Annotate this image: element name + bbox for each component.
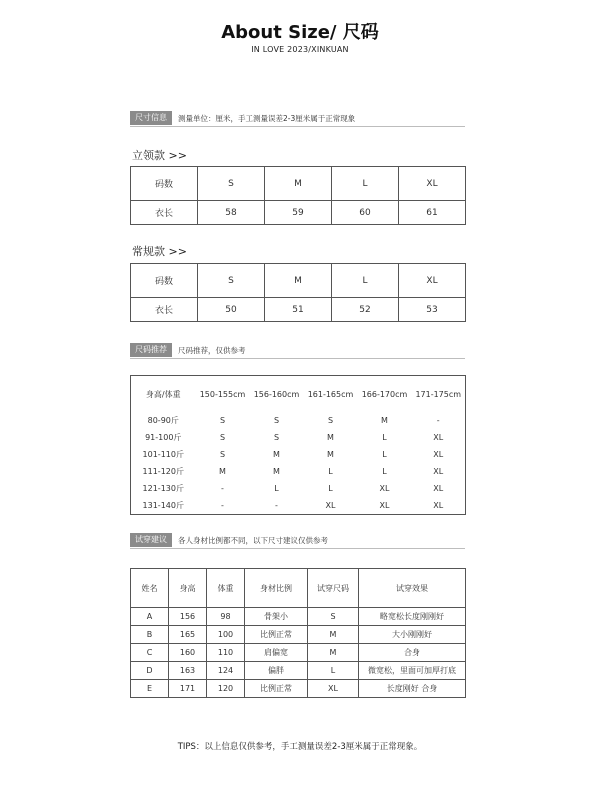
table-cell: 骨架小 <box>245 608 308 626</box>
table-cell: 衣长 <box>131 201 198 225</box>
table-cell: XL <box>399 264 466 298</box>
table-cell: 171 <box>169 680 207 698</box>
table-cell: 51 <box>265 298 332 322</box>
section-try-tag: 试穿建议 <box>130 533 172 547</box>
table-cell: S <box>198 167 265 201</box>
table-cell: M <box>327 450 334 459</box>
section-recommend-tag: 尺码推荐 <box>130 343 172 357</box>
table-cell: 171-175cm <box>415 389 462 399</box>
table-cell: 肩偏宽 <box>245 644 308 662</box>
table-cell: 156 <box>169 608 207 626</box>
table-cell: C <box>131 644 169 662</box>
divider <box>130 358 465 359</box>
table-cell: - <box>221 501 224 510</box>
table-cell: M <box>308 626 359 644</box>
table-cell: XL <box>379 484 390 493</box>
section-try-note: 各人身材比例都不同，以下尺寸建议仅供参考 <box>178 535 328 545</box>
table-cell: L <box>382 450 387 459</box>
section-size-info-header <box>130 111 355 125</box>
table-cell: 合身 <box>359 644 466 662</box>
section-size-info-note: 测量单位：厘米，手工测量误差2-3厘米属于正常现象 <box>178 113 356 123</box>
stand-collar-size-table <box>130 166 466 225</box>
section-try-header <box>130 533 328 547</box>
section-recommend-header <box>130 343 246 357</box>
table-row <box>131 480 466 497</box>
table-cell: 100 <box>207 626 245 644</box>
try-on-table <box>130 568 466 698</box>
table-cell: 比例正常 <box>245 626 308 644</box>
page-subtitle: IN LOVE 2023/XINKUAN <box>251 45 349 54</box>
table-cell: S <box>219 433 226 442</box>
table-header-row <box>131 264 466 298</box>
size-recommend-table <box>130 375 466 515</box>
table-cell: 50 <box>198 298 265 322</box>
table-cell: 160 <box>169 644 207 662</box>
table-cell: M <box>265 167 332 201</box>
table-cell: S <box>198 264 265 298</box>
table-cell: M <box>273 467 280 476</box>
table-cell: - <box>275 501 278 510</box>
table-cell: 比例正常 <box>245 680 308 698</box>
table-cell: 124 <box>207 662 245 680</box>
table-header-row <box>131 167 466 201</box>
table-cell: L <box>332 167 399 201</box>
table-row <box>131 662 466 680</box>
table-cell: 80-90斤 <box>147 416 179 425</box>
stand-collar-title: 立领款 >> <box>132 149 187 162</box>
table-cell: 156-160cm <box>253 389 300 399</box>
table-cell: 52 <box>332 298 399 322</box>
table-cell: 53 <box>399 298 466 322</box>
regular-title: 常规款 >> <box>132 245 187 258</box>
table-cell: XL <box>433 484 444 493</box>
table-cell: M <box>308 644 359 662</box>
table-cell: 长度刚好 合身 <box>359 680 466 698</box>
table-cell: 偏胖 <box>245 662 308 680</box>
table-cell: XL <box>433 467 444 476</box>
table-cell: 衣长 <box>131 298 198 322</box>
page-title: About Size/ 尺码 <box>221 22 379 43</box>
table-row <box>131 298 466 322</box>
table-cell: 59 <box>265 201 332 225</box>
table-cell: XL <box>379 501 390 510</box>
table-cell: 大小刚刚好 <box>359 626 466 644</box>
table-cell: 111-120斤 <box>142 467 184 476</box>
table-cell: S <box>273 416 280 425</box>
tips-note: TIPS：以上信息仅供参考，手工测量误差2-3厘米属于正常现象。 <box>177 742 423 752</box>
table-header-row <box>131 376 466 413</box>
table-cell: M <box>265 264 332 298</box>
table-cell: 身高/体重 <box>145 389 181 399</box>
table-cell: M <box>381 416 388 425</box>
table-cell: S <box>219 416 226 425</box>
table-cell: 身高 <box>169 569 207 608</box>
table-cell: L <box>332 264 399 298</box>
table-row <box>131 201 466 225</box>
table-cell: 101-110斤 <box>142 450 184 459</box>
table-header-row <box>131 569 466 608</box>
table-cell: 微宽松，里面可加厚打底 <box>359 662 466 680</box>
table-cell: S <box>219 450 226 459</box>
table-cell: 121-130斤 <box>142 484 184 493</box>
table-cell: L <box>328 484 333 493</box>
table-cell: 120 <box>207 680 245 698</box>
table-cell: XL <box>433 450 444 459</box>
table-cell: S <box>327 416 334 425</box>
table-row <box>131 463 466 480</box>
table-row <box>131 429 466 446</box>
table-cell: 码数 <box>131 264 198 298</box>
table-cell: - <box>436 416 440 425</box>
table-cell: M <box>327 433 334 442</box>
table-cell: 码数 <box>131 167 198 201</box>
table-cell: 姓名 <box>131 569 169 608</box>
table-cell: 61 <box>399 201 466 225</box>
table-cell: - <box>221 484 224 493</box>
table-row <box>131 446 466 463</box>
table-row <box>131 644 466 662</box>
table-cell: 91-100斤 <box>145 433 182 442</box>
table-cell: XL <box>325 501 336 510</box>
table-cell: 试穿尺码 <box>308 569 359 608</box>
table-row <box>131 497 466 515</box>
table-cell: B <box>131 626 169 644</box>
table-cell: S <box>273 433 280 442</box>
table-cell: 150-155cm <box>199 389 246 399</box>
table-cell: D <box>131 662 169 680</box>
table-cell: XL <box>433 433 444 442</box>
table-cell: 161-165cm <box>307 389 354 399</box>
table-cell: L <box>382 467 387 476</box>
table-row <box>131 412 466 429</box>
table-cell: 131-140斤 <box>142 501 184 510</box>
table-cell: 略宽松长度刚刚好 <box>359 608 466 626</box>
table-row <box>131 626 466 644</box>
table-cell: 60 <box>332 201 399 225</box>
table-cell: 98 <box>207 608 245 626</box>
table-cell: 110 <box>207 644 245 662</box>
table-cell: XL <box>308 680 359 698</box>
section-size-info-tag: 尺寸信息 <box>130 111 172 125</box>
table-row <box>131 608 466 626</box>
table-cell: 163 <box>169 662 207 680</box>
table-cell: XL <box>399 167 466 201</box>
table-cell: S <box>308 608 359 626</box>
table-row <box>131 680 466 698</box>
divider <box>130 548 465 549</box>
table-cell: L <box>328 467 333 476</box>
table-cell: M <box>219 467 226 476</box>
regular-size-table <box>130 263 466 322</box>
table-cell: 身材比例 <box>245 569 308 608</box>
table-cell: L <box>274 484 279 493</box>
table-cell: L <box>308 662 359 680</box>
table-cell: L <box>382 433 387 442</box>
section-recommend-note: 尺码推荐，仅供参考 <box>178 345 246 355</box>
table-cell: A <box>131 608 169 626</box>
table-cell: 166-170cm <box>361 389 408 399</box>
table-cell: 58 <box>198 201 265 225</box>
table-cell: M <box>273 450 280 459</box>
table-cell: 试穿效果 <box>359 569 466 608</box>
table-cell: 体重 <box>207 569 245 608</box>
table-cell: 165 <box>169 626 207 644</box>
divider <box>130 126 465 127</box>
table-cell: E <box>131 680 169 698</box>
table-cell: XL <box>433 501 444 510</box>
